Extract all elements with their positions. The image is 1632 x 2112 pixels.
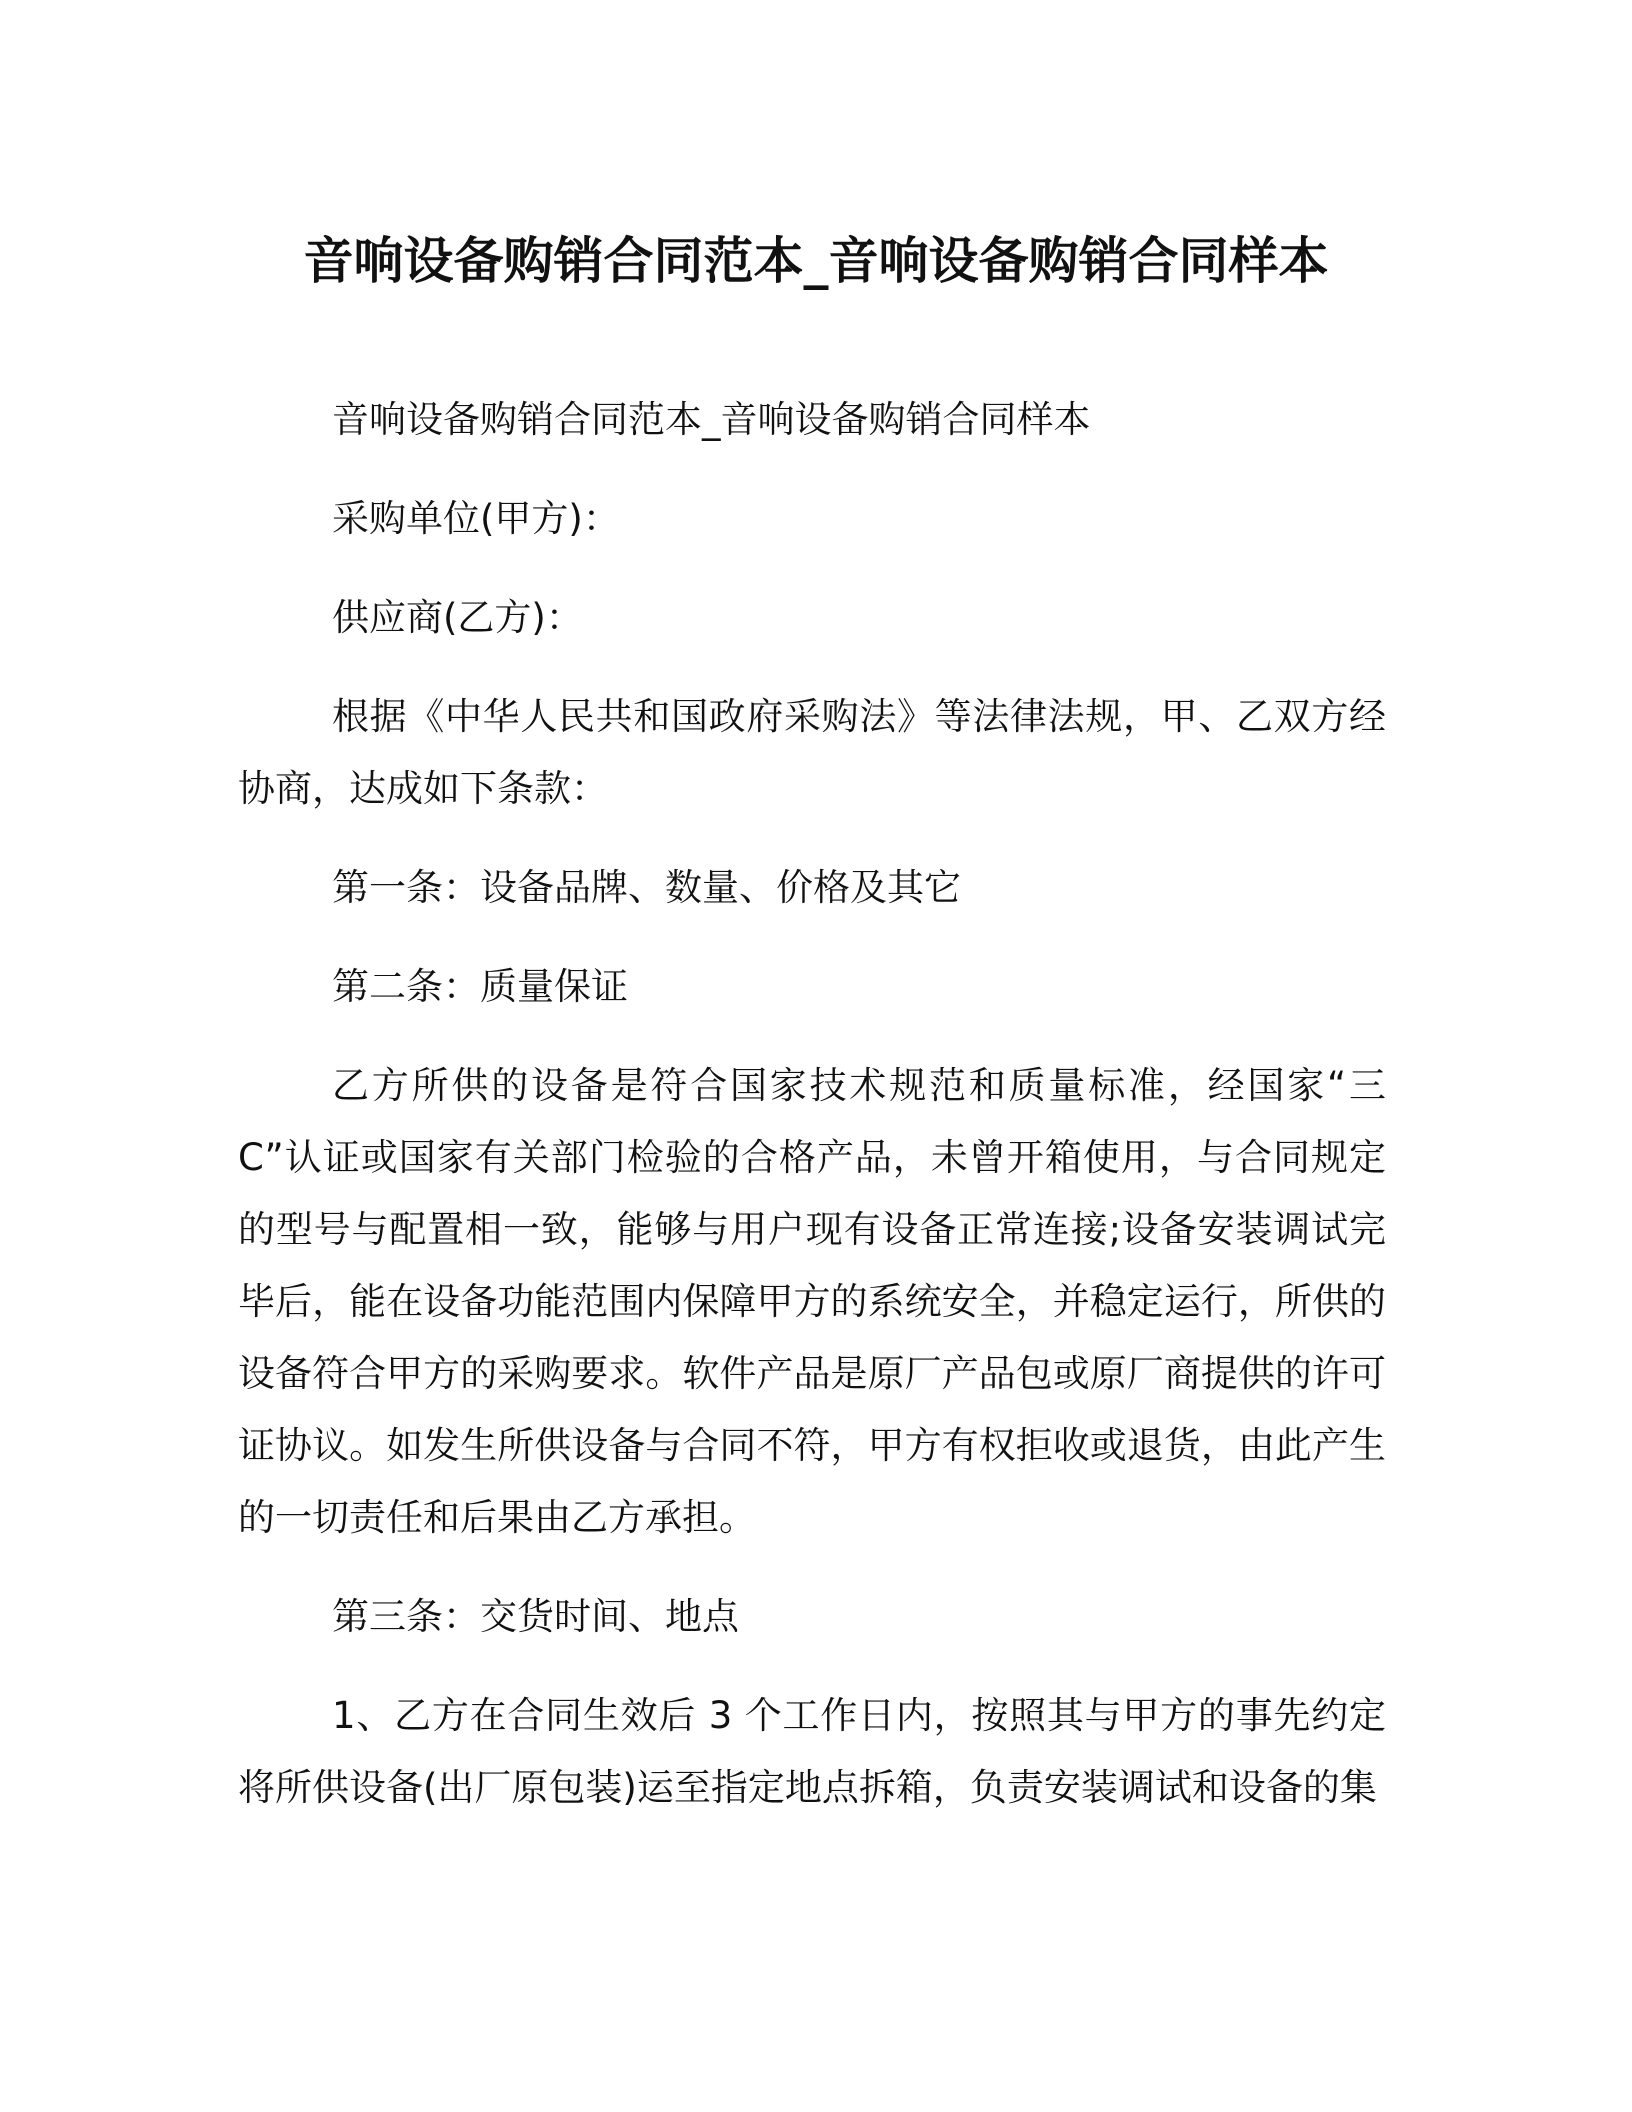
paragraph-subtitle: 音响设备购销合同范本_音响设备购销合同样本 — [332, 398, 1091, 441]
paragraph-delivery-1: 1、乙方在合同生效后 3 个工作日内，按照其与甲方的事先约定将所供设备(出厂原包装)运至指定地点拆箱，负责安装调试和设备的集 — [238, 1694, 1386, 1809]
paragraph-article-1: 第一条：设备品牌、数量、价格及其它 — [332, 866, 961, 909]
paragraph-preamble: 根据《中华人民共和国政府采购法》等法律法规，甲、乙双方经协商，达成如下条款： — [238, 695, 1386, 810]
document-body — [238, 384, 1386, 1851]
paragraph-supplier: 供应商(乙方)： — [332, 596, 583, 639]
paragraph-quality: 乙方所供的设备是符合国家技术规范和质量标准，经国家“三 C”认证或国家有关部门检验的合格产品，未曾开箱使用，与合同规定的型号与配置相一致，能够与用户现有设备正常连接;设备安装调试完毕后，能在设备功能范围内保障甲方的系统安全，并稳定运行，所供的设备符合甲方的采购要求。软件产品是原厂产品包或原厂商提供的许可证协议。如发生所供设备与合同不符，甲方有权拒收或退货，由此产生的一切责任和后果由乙方承担。 — [238, 1064, 1386, 1539]
paragraph-article-2: 第二条：质量保证 — [332, 965, 628, 1008]
document-title: 音响设备购销合同范本_音响设备购销合同样本 — [303, 232, 1329, 290]
paragraph-buyer: 采购单位(甲方)： — [332, 497, 620, 540]
paragraph-article-3: 第三条：交货时间、地点 — [332, 1595, 739, 1638]
